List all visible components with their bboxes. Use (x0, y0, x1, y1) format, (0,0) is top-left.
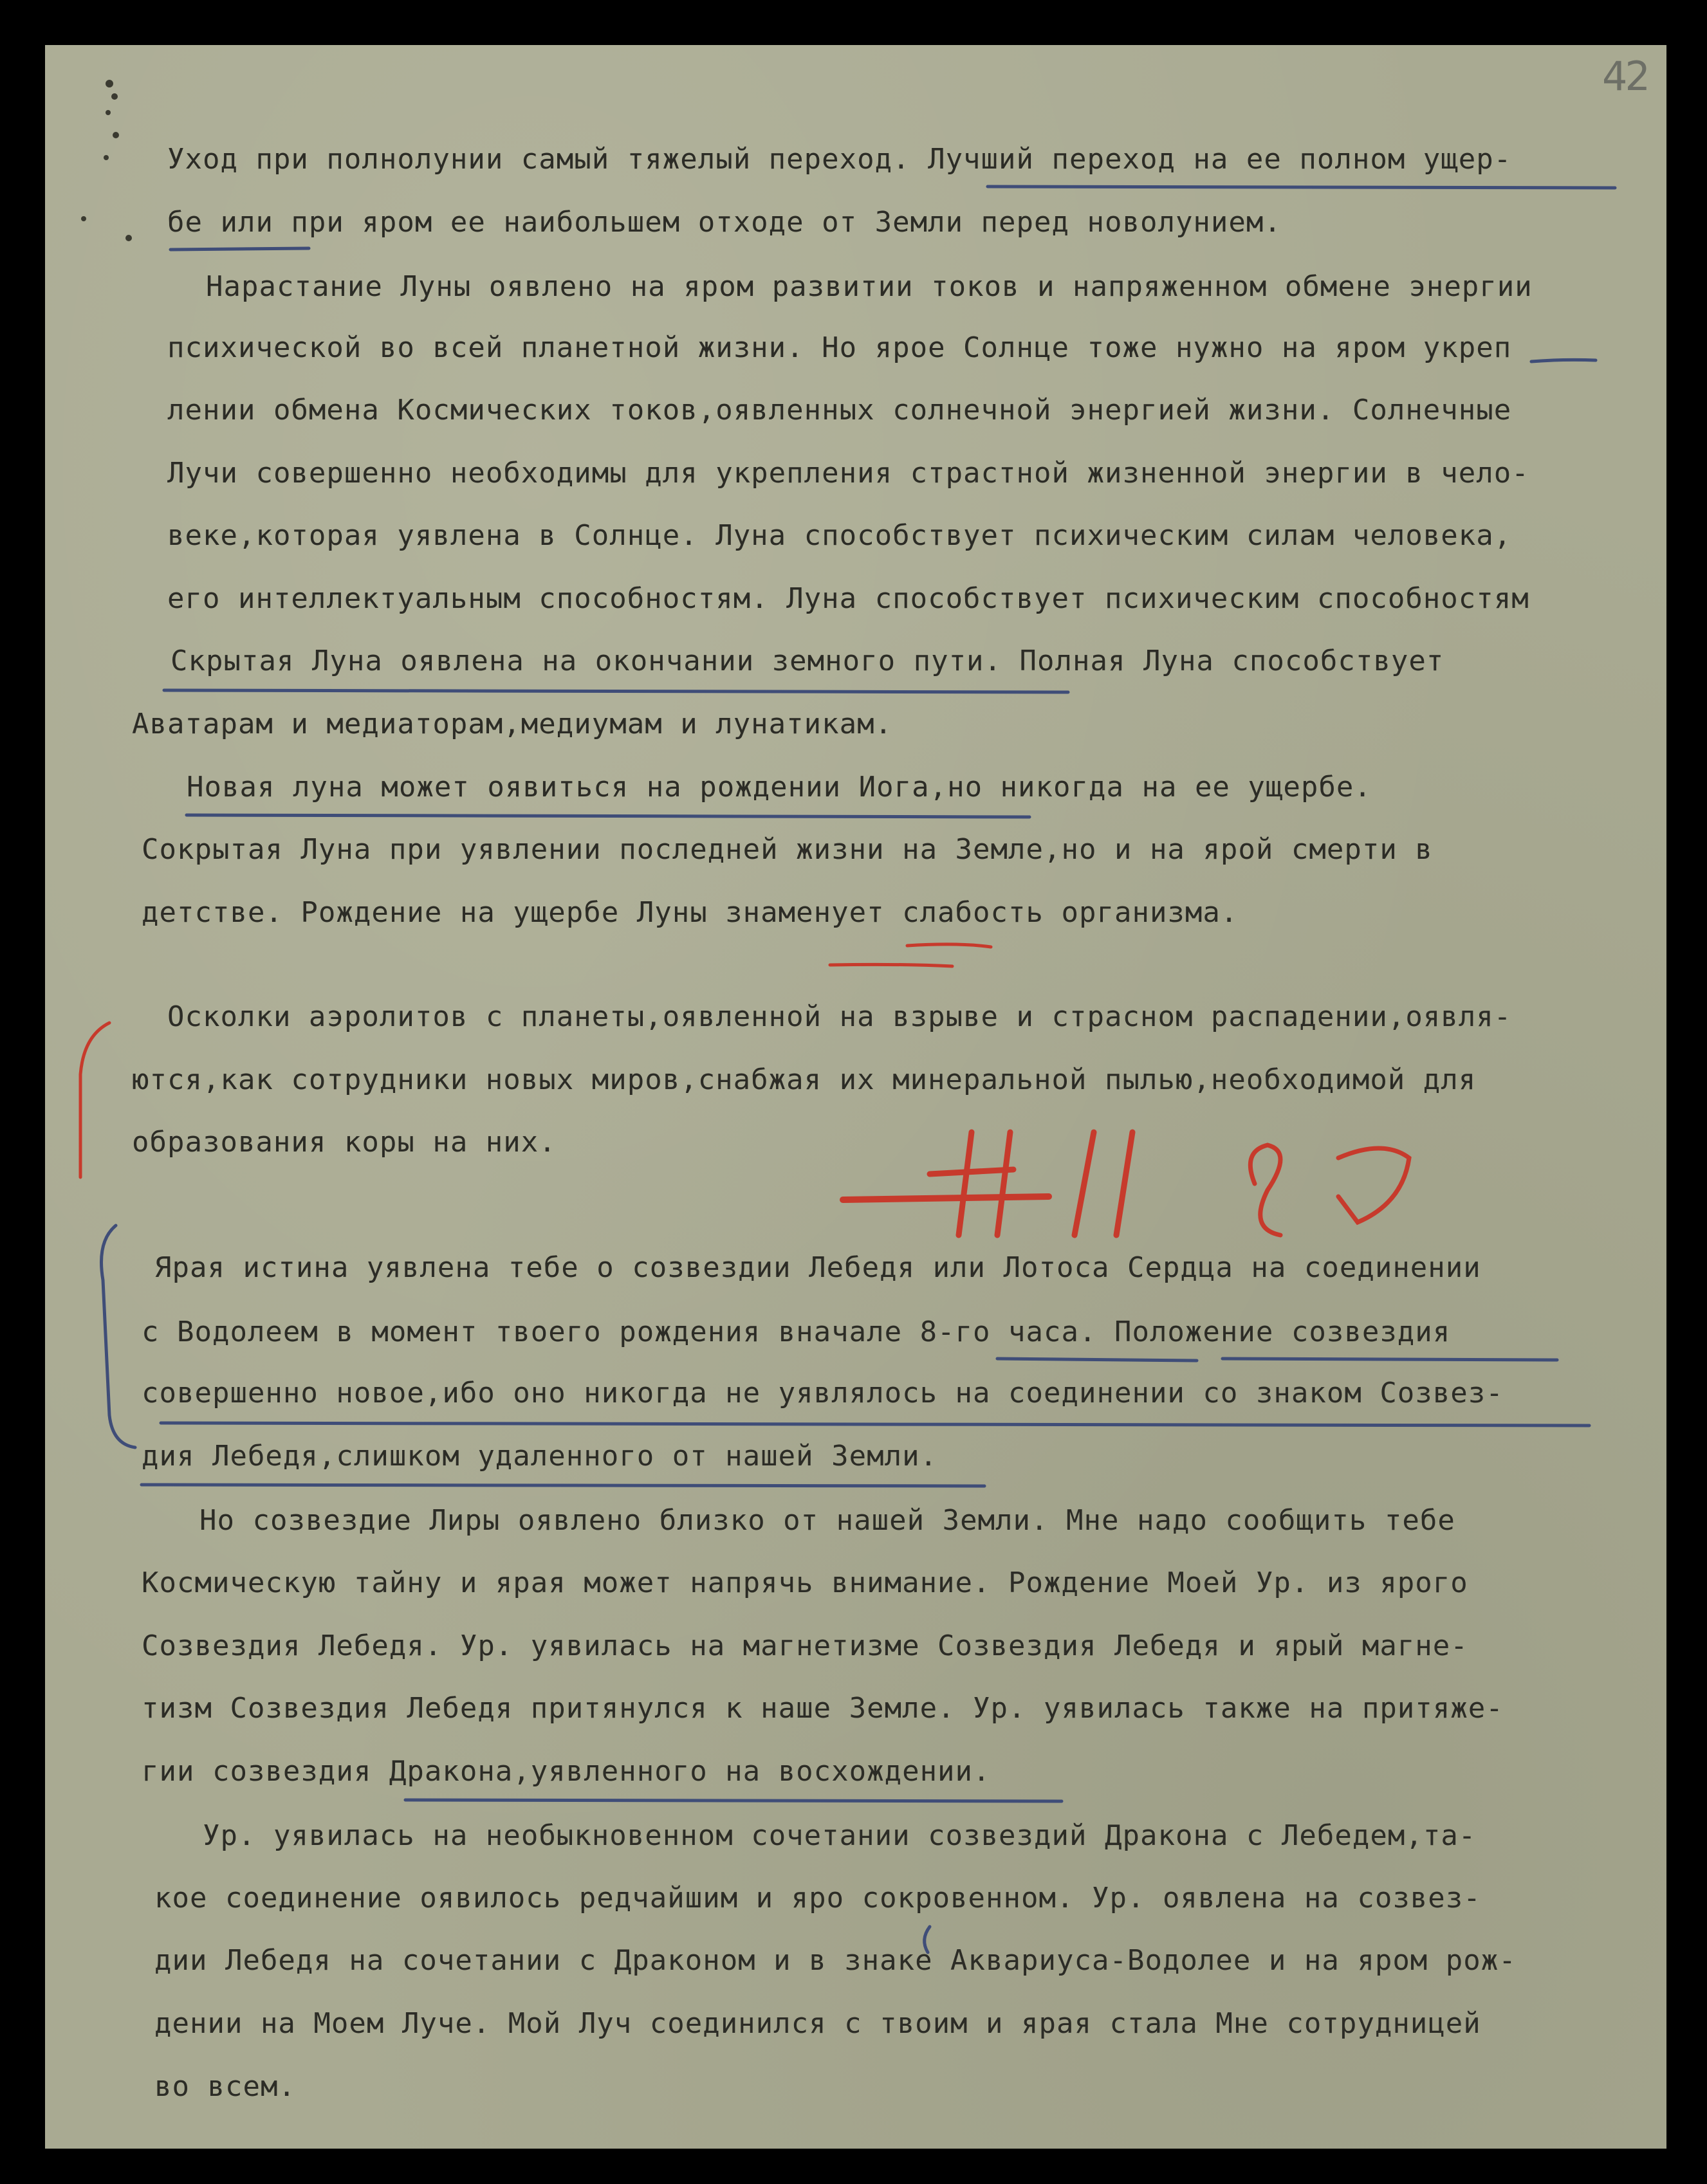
text-line-22: Космическую тайну и ярая может напрячь внимание. Рождение Моей Ур. из ярого (142, 1566, 1468, 1599)
text-line-20: дия Лебедя,слишком удаленного от нашей Земли. (142, 1440, 938, 1473)
red-scribble-2 (1338, 1148, 1409, 1222)
underline-line-25 (405, 1800, 1062, 1801)
underline-line-18a (997, 1359, 1197, 1361)
text-line-4: психической во всей планетной жизни. Но ярое Солнце тоже нужно на яром укреп (167, 331, 1512, 364)
page-number: 42 (1602, 53, 1648, 100)
text-line-27: кое соединение оявилось редчайшим и яро сокровенном. Ур. оявлена на созвез- (154, 1882, 1481, 1914)
red-stroke-5 (1116, 1132, 1132, 1235)
red-stroke-4 (1075, 1132, 1094, 1235)
text-line-7: веке,которая уявлена в Солнце. Луна способствует психическим силам человека, (167, 519, 1512, 552)
underline-line-1 (988, 187, 1615, 188)
underline-line-11 (187, 815, 1029, 817)
text-line-24: тизм Созвездия Лебедя притянулся к наше Земле. Ур. уявилась также на притяже- (142, 1692, 1504, 1725)
text-line-28: дии Лебедя на сочетании с Драконом и в знаке Аквариуса-Водолее и на яром рож- (154, 1944, 1517, 1977)
document-page (45, 45, 1666, 2149)
red-stroke-3 (930, 1170, 1013, 1174)
pencil-mark (925, 1927, 930, 1952)
text-line-14: Осколки аэролитов с планеты,оявленной на взрыве и страсном распадении,оявля- (167, 1000, 1512, 1033)
edge-ink-dots (81, 80, 132, 241)
text-line-17: Ярая истина уявлена тебе о созвездии Лебедя или Лотоса Сердца на соединении (154, 1251, 1481, 1284)
underline-line-20 (142, 1485, 984, 1486)
text-line-18: с Водолеем в момент твоего рождения вначале 8-го часа. Положение созвездия (142, 1316, 1451, 1348)
underline-line-2 (171, 248, 309, 250)
red-underline-1 (907, 944, 991, 947)
text-line-23: Созвездия Лебедя. Ур. уявилась на магнетизме Созвездия Лебедя и ярый магне- (142, 1629, 1468, 1662)
text-line-26: Ур. уявилась на необыкновенном сочетании созвездий Дракона с Лебедем,та- (203, 1819, 1477, 1852)
text-line-21: Но созвездие Лиры оявлено близко от нашей Земли. Мне надо сообщить тебе (199, 1504, 1455, 1537)
text-line-8: его интеллектуальным способностям. Луна способствует психическим способностям (167, 582, 1529, 615)
margin-bracket (102, 1225, 136, 1447)
text-line-25: гии созвездия Дракона,уявленного на восхождении. (142, 1755, 991, 1788)
underline-line-18b (1223, 1359, 1557, 1360)
red-stroke-2 (997, 1132, 1010, 1235)
text-line-2: бе или при яром ее наибольшем отходе от Земли перед новолунием. (167, 206, 1282, 239)
text-line-10: Аватарам и медиаторам,медиумам и лунатикам. (132, 708, 893, 740)
text-line-19: совершенно новое,ибо оно никогда не уявлялось на соединении со знаком Созвез- (142, 1377, 1504, 1409)
red-margin-bracket (80, 1023, 109, 1177)
text-line-16: образования коры на них. (132, 1126, 557, 1159)
red-pencil-markings (80, 944, 1409, 1235)
text-line-3: Нарастание Луны оявлено на яром развитии токов и напряженном обмене энергии (206, 270, 1533, 303)
underline-line-19 (161, 1423, 1589, 1426)
text-line-6: Лучи совершенно необходимы для укрепления страстной жизненной энергии в чело- (167, 457, 1529, 490)
text-line-11: Новая луна может оявиться на рождении Иога,но никогда на ее ущербе. (187, 771, 1372, 803)
blue-pencil-underlines (102, 187, 1616, 1952)
red-slash (843, 1197, 1049, 1200)
text-line-15: ются,как сотрудники новых миров,снабжая их минеральной пылью,необходимой для (132, 1063, 1477, 1096)
text-line-9: Скрытая Луна оявлена на окончании земного пути. Полная Луна способствует (171, 645, 1444, 677)
text-line-30: во всем. (154, 2070, 296, 2103)
text-line-13: детстве. Рождение на ущербе Луны знаменует слабость организма. (142, 896, 1239, 929)
handwritten-markings (45, 45, 1666, 2149)
text-line-5: лении обмена Космических токов,оявленных солнечной энергией жизни. Солнечные (167, 394, 1512, 427)
red-scribble-1 (1250, 1145, 1280, 1235)
text-line-1: Уход при полнолунии самый тяжелый переход. Лучший переход на ее полном ущер- (167, 143, 1512, 176)
text-line-29: дении на Моем Луче. Мой Луч соединился с твоим и ярая стала Мне сотрудницей (154, 2007, 1481, 2040)
margin-dash (1531, 360, 1596, 362)
red-stroke-1 (959, 1132, 972, 1235)
text-line-12: Сокрытая Луна при уявлении последней жизни на Земле,но и на ярой смерти в (142, 833, 1433, 866)
red-underline-2 (830, 964, 952, 966)
underline-line-9 (164, 690, 1068, 692)
